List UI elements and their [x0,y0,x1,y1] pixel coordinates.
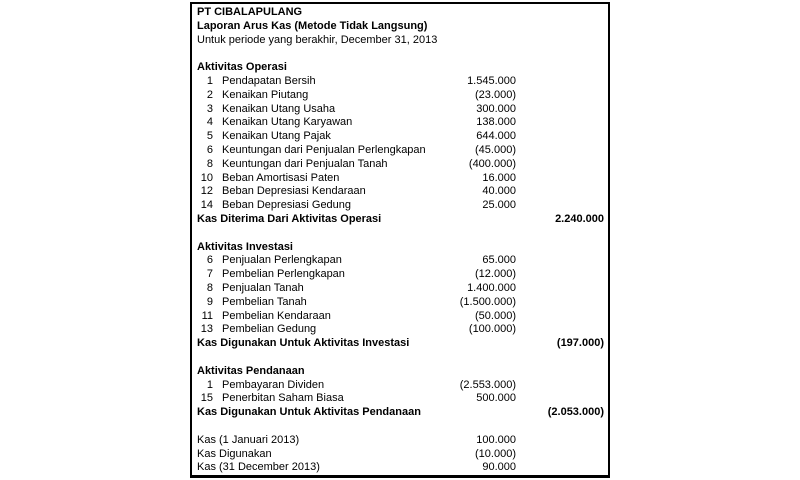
summary-row [197,434,604,448]
row-total-column-spacer [516,282,604,296]
row-total-column-spacer [516,144,604,158]
row-amount: 40.000 [482,185,516,198]
row-number: 7 [206,268,213,281]
row-amount: 25.000 [482,199,516,212]
row-number: 1 [206,74,213,87]
row-label: Kenaikan Utang Karyawan [222,116,353,129]
summary-total-column-spacer [516,434,604,448]
row-label: Beban Depresiasi Gedung [222,199,352,212]
section [197,365,604,420]
summary-rows [197,434,604,475]
sections-container [197,61,604,420]
line-item-row [197,282,604,296]
summary-row [197,448,604,462]
report-title: Laporan Arus Kas (Metode Tidak Langsung) [197,19,428,32]
row-amount: 1.545.000 [467,74,516,87]
line-item-row [197,158,604,172]
row-amount: (2.553.000) [459,378,516,391]
row-total-column-spacer [516,199,604,213]
summary-label: Kas (31 December 2013) [197,461,320,474]
row-amount: 138.000 [476,116,516,129]
line-item-row [197,254,604,268]
row-number: 6 [206,143,213,156]
summary-amount: 100.000 [476,433,516,446]
row-number: 13 [200,323,213,336]
row-amount: (50.000) [475,309,516,322]
row-label: Keuntungan dari Penjualan Perlengkapan [222,143,426,156]
summary-total-column-spacer [516,448,604,462]
row-amount: 16.000 [482,171,516,184]
row-number: 4 [206,116,213,129]
row-amount: (400.000) [468,157,516,170]
row-amount: (23.000) [475,88,516,101]
report-period: Untuk periode yang berakhir, December 31, 2013 [197,33,438,46]
row-label: Kenaikan Utang Usaha [222,102,336,115]
summary-total-column-spacer [516,461,604,475]
row-label: Keuntungan dari Penjualan Tanah [222,157,388,170]
line-item-row [197,144,604,158]
line-item-row [197,199,604,213]
section-total-row [197,213,604,227]
section [197,241,604,351]
section-total-row [197,406,604,420]
row-number: 8 [206,281,213,294]
line-item-row [197,323,604,337]
row-label: Pembelian Perlengkapan [222,268,345,281]
row-total-column-spacer [516,268,604,282]
row-label: Kenaikan Piutang [222,88,309,101]
row-total-column-spacer [516,116,604,130]
summary-label: Kas (1 Januari 2013) [197,433,300,446]
row-total-column-spacer [516,310,604,324]
row-total-column-spacer [516,89,604,103]
row-amount: 300.000 [476,102,516,115]
section-total-label: Kas Diterima Dari Aktivitas Operasi [197,212,382,225]
row-number: 6 [206,254,213,267]
row-number: 5 [206,130,213,143]
section [197,61,604,227]
section-heading: Aktivitas Investasi [197,240,293,253]
row-number: 2 [206,88,213,101]
row-amount: 1.400.000 [467,281,516,294]
row-number: 11 [201,309,213,322]
row-amount: (45.000) [475,143,516,156]
line-item-row [197,172,604,186]
section-total-amount: (197.000) [556,337,604,350]
row-label: Pembelian Tanah [222,295,307,308]
row-number: 8 [206,157,213,170]
row-total-column-spacer [516,172,604,186]
section-total-amount: 2.240.000 [555,212,604,225]
line-item-row [197,116,604,130]
row-label: Penjualan Tanah [222,281,304,294]
section-total-label: Kas Digunakan Untuk Aktivitas Investasi [197,337,410,350]
line-item-row [197,310,604,324]
summary-row [197,461,604,475]
row-number: 1 [206,378,213,391]
row-label: Penerbitan Saham Biasa [222,392,344,405]
row-number: 14 [200,199,213,212]
section-total-row [197,337,604,351]
row-number: 15 [200,392,213,405]
row-label: Beban Depresiasi Kendaraan [222,185,366,198]
row-label: Pembelian Gedung [222,323,317,336]
line-item-row [197,75,604,89]
line-item-row [197,379,604,393]
row-number: 3 [206,102,213,115]
section-heading: Aktivitas Operasi [197,61,287,74]
row-total-column-spacer [516,130,604,144]
row-total-column-spacer [516,379,604,393]
row-total-column-spacer [516,75,604,89]
row-label: Kenaikan Utang Pajak [222,130,331,143]
row-total-column-spacer [516,185,604,199]
summary-amount: 90.000 [482,461,516,474]
row-label: Beban Amortisasi Paten [222,171,340,184]
row-label: Pembelian Kendaraan [222,309,331,322]
row-amount: 500.000 [476,392,516,405]
row-label: Pendapatan Bersih [222,74,316,87]
row-number: 9 [206,295,213,308]
cash-flow-statement [190,2,610,478]
section-total-amount: (2.053.000) [547,406,604,419]
row-number: 10 [200,171,213,184]
section-heading: Aktivitas Pendanaan [197,364,305,377]
row-total-column-spacer [516,323,604,337]
row-total-column-spacer [516,158,604,172]
row-total-column-spacer [516,392,604,406]
row-amount: 644.000 [476,130,516,143]
line-item-row [197,103,604,117]
row-amount: 65.000 [482,254,516,267]
row-amount: (1.500.000) [459,295,516,308]
row-total-column-spacer [516,254,604,268]
row-number: 12 [200,185,213,198]
row-amount: (100.000) [468,323,516,336]
row-amount: (12.000) [475,268,516,281]
company-name: PT CIBALAPULANG [197,6,303,18]
row-total-column-spacer [516,296,604,310]
row-label: Penjualan Perlengkapan [222,254,342,267]
line-item-row [197,89,604,103]
line-item-row [197,296,604,310]
section-total-label: Kas Digunakan Untuk Aktivitas Pendanaan [197,406,421,419]
summary-amount: (10.000) [475,447,516,460]
row-label: Pembayaran Dividen [222,378,325,391]
row-total-column-spacer [516,103,604,117]
line-item-row [197,130,604,144]
line-item-row [197,392,604,406]
line-item-row [197,185,604,199]
line-item-row [197,268,604,282]
summary-label: Kas Digunakan [197,447,272,460]
